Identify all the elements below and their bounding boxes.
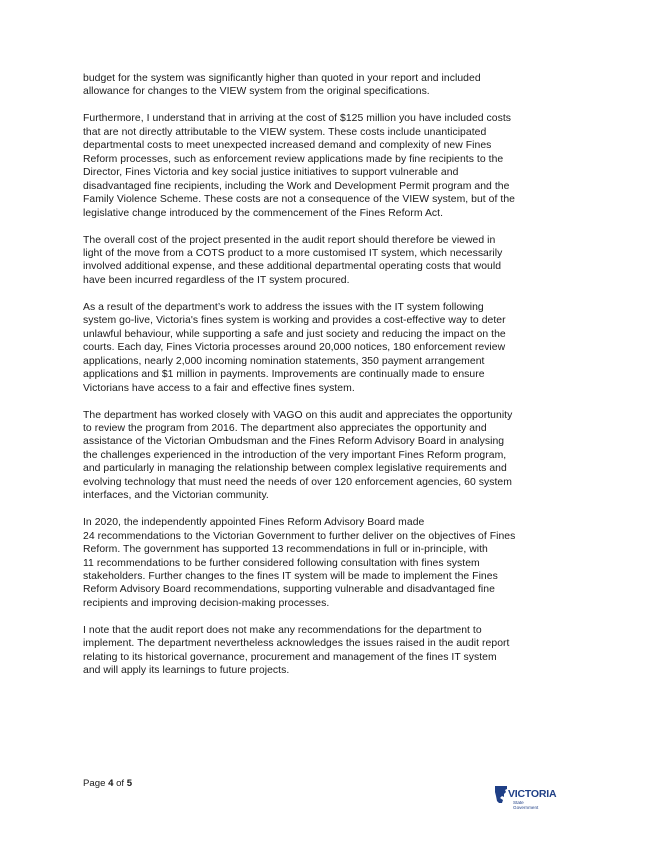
- paragraph-line: The department has worked closely with VAGO on this audit and appreciates the opportunity: [83, 409, 513, 421]
- paragraph-line: In 2020, the independently appointed Fines Reform Advisory Board made: [83, 517, 425, 529]
- paragraph-line: I note that the audit report does not make any recommendations for the department to: [83, 624, 482, 636]
- page-current: 4: [108, 778, 114, 789]
- paragraph-line: and will apply its learnings to future projects.: [83, 665, 290, 677]
- paragraph-line: evolving technology that must need the needs of over 120 enforcement agencies, 60 system: [83, 476, 512, 488]
- letter-body: [83, 72, 553, 691]
- page-total: 5: [126, 778, 133, 789]
- paragraph: [83, 234, 553, 288]
- paragraph-line: 11 recommendations to be further considered following consultation with fines system: [83, 557, 480, 569]
- paragraph-line: relating to its historical governance, procurement and management of the fines IT system: [83, 651, 497, 663]
- page-of: of: [113, 778, 127, 789]
- paragraph-line: and particularly in managing the relationship between complex legislative requirements and: [83, 463, 507, 475]
- paragraph-line: Reform Advisory Board recommendations, supporting vulnerable and disadvantaged fine: [83, 584, 495, 596]
- paragraph-line: applications, nearly 2,000 incoming nomination statements, 350 payment arrangement: [83, 355, 485, 367]
- paragraph-line: budget for the system was significantly higher than quoted in your report and included: [83, 73, 481, 84]
- paragraph: [83, 301, 553, 395]
- paragraph: [83, 409, 553, 503]
- paragraph-line: 24 recommendations to the Victorian Government to further deliver on the objectives of Fines: [83, 530, 516, 542]
- paragraph-line: light of the move from a COTS product to a more customised IT system, which necessarily: [83, 247, 503, 259]
- paragraph-line: assistance of the Victorian Ombudsman and the Fines Reform Advisory Board in analysing: [83, 436, 505, 448]
- paragraph-line: to review the program from 2016. The department also appreciates the opportunity and: [83, 422, 487, 434]
- paragraph-line: interfaces, and the Victorian community.: [83, 490, 269, 502]
- paragraph-line: Reform processes, such as enforcement review applications made by fine recipients to the: [83, 153, 504, 165]
- paragraph-line: involved additional expense, and these additional departmental operating costs that would: [83, 261, 502, 273]
- victoria-state-government-logo: [494, 780, 557, 814]
- paragraph-line: Director, Fines Victoria and key social justice initiatives to support vulnerable and: [83, 167, 459, 179]
- paragraph-line: As a result of the department’s work to address the issues with the IT system following: [83, 301, 484, 313]
- paragraph-line: unlawful behaviour, while supporting a safe and just society and reducing the impact on the: [83, 328, 506, 340]
- paragraph-line: Reform. The government has supported 13 recommendations in full or in-principle, with: [83, 544, 488, 556]
- page-prefix: Page: [83, 778, 109, 789]
- paragraph-line: disadvantaged fine recipients, including the Work and Development Permit program and the: [83, 180, 510, 192]
- paragraph-line: applications and $1 million in payments. Improvements are continually made to ensure: [83, 369, 485, 381]
- paragraph: [83, 112, 553, 220]
- paragraph-line: legislative change introduced by the commencement of the Fines Reform Act.: [83, 207, 444, 219]
- logo-subtitle: State Government: [513, 800, 539, 811]
- paragraph-line: The overall cost of the project presented in the audit report should therefore be viewed in: [83, 234, 496, 246]
- paragraph-line: courts. Each day, Fines Victoria processes around 20,000 notices, 180 enforcement review: [83, 342, 506, 354]
- paragraph: [83, 72, 553, 99]
- paragraph-line: system go-live, Victoria's fines system is working and provides a cost-effective way to deter: [83, 315, 506, 327]
- paragraph-line: stakeholders. Further changes to the fines IT system will be made to implement the Fines: [83, 571, 498, 582]
- paragraph-line: allowance for changes to the VIEW system from the original specifications.: [83, 86, 430, 98]
- logo-wordmark: VICTORIA: [508, 788, 557, 800]
- paragraph: [83, 624, 553, 678]
- paragraph-line: implement. The department nevertheless acknowledges the issues raised in the audit report: [83, 638, 510, 650]
- paragraph-line: Family Violence Scheme. These costs are not a consequence of the VIEW system, but of the: [83, 194, 515, 206]
- paragraph-line: have been incurred regardless of the IT system procured.: [83, 274, 350, 286]
- paragraph-line: departmental costs to meet unexpected increased demand and complexity of new Fines: [83, 140, 492, 152]
- paragraph-line: recipients and improving decision-making processes.: [83, 597, 330, 609]
- page-number: [83, 778, 132, 790]
- paragraph-line: that are not directly attributable to the VIEW system. These costs include unanticipated: [83, 126, 487, 138]
- paragraph: [83, 516, 553, 610]
- paragraph-line: Furthermore, I understand that in arriving at the cost of $125 million you have included costs: [83, 113, 512, 125]
- paragraph-line: Victorians have access to a fair and effective fines system.: [83, 382, 355, 394]
- paragraph-line: the challenges experienced in the introduction of the very important Fines Reform program,: [83, 449, 507, 461]
